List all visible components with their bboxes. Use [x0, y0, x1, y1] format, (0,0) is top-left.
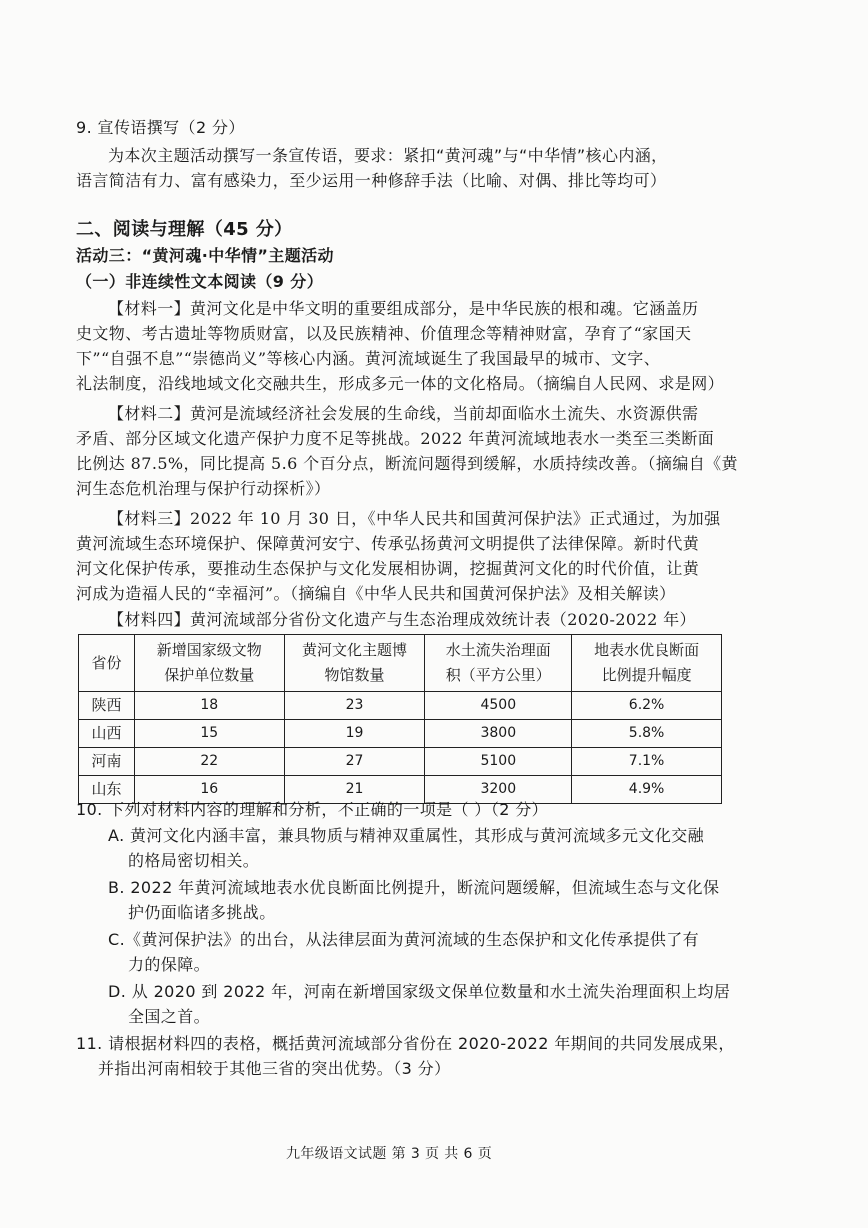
page-footer: 九年级语文试题 第 3 页 共 6 页 — [286, 1146, 493, 1162]
table-cell: 山东 — [79, 776, 135, 804]
table-cell: 陕西 — [79, 692, 135, 720]
material1-line: 下”“自强不息”“崇德尚义”等核心内涵。黄河流域诞生了我国最早的城市、文字、 — [76, 349, 661, 368]
material1-line: 【材料一】黄河文化是中华文明的重要组成部分，是中华民族的根和魂。它涵盖历 — [108, 299, 699, 318]
table-cell: 3200 — [425, 776, 572, 804]
table-cell: 27 — [284, 748, 425, 776]
table-cell: 4500 — [425, 692, 572, 720]
material3-line: 河文化保护传承，要推动生态保护与文化发展相协调，挖掘黄河文化的时代价值，让黄 — [76, 559, 700, 578]
q10-option-d: D. 从 2020 到 2022 年，河南在新增国家级文保单位数量和水土流失治理面积上均居 — [108, 982, 731, 1001]
section-heading: 二、阅读与理解（45 分） — [76, 219, 293, 240]
table-cell: 22 — [134, 748, 284, 776]
table-cell: 6.2% — [572, 692, 722, 720]
header-erosion-area: 水土流失治理面 积（平方公里） — [425, 635, 572, 692]
material3-line: 河成为造福人民的“幸福河”。（摘编自《中华人民共和国黄河保护法》及相关解读） — [76, 584, 676, 603]
q10-option-d-cont: 全国之首。 — [128, 1007, 211, 1026]
q9-text-line: 语言简洁有力、富有感染力，至少运用一种修辞手法（比喻、对偶、排比等均可） — [76, 171, 667, 190]
table-cell: 山西 — [79, 720, 135, 748]
material2-line: 河生态危机治理与保护行动探析》） — [76, 479, 331, 498]
q9-title: 9. 宣传语撰写（2 分） — [76, 118, 245, 137]
material1-line: 史文物、考古遗址等物质财富，以及民族精神、价值理念等精神财富，孕育了“家国天 — [76, 324, 692, 343]
q10-stem: 10. 下列对材料内容的理解和分析，不正确的一项是（ ）（2 分） — [76, 800, 549, 819]
q10-option-a: A. 黄河文化内涵丰富，兼具物质与精神双重属性，其形成与黄河流域多元文化交融 — [108, 826, 705, 845]
table-cell: 5100 — [425, 748, 572, 776]
table-cell: 18 — [134, 692, 284, 720]
material2-line: 矛盾、部分区域文化遗产保护力度不足等挑战。2022 年黄河流域地表水一类至三类断面 — [76, 429, 715, 448]
material3-line: 【材料三】2022 年 10 月 30 日，《中华人民共和国黄河保护法》正式通过，为加强 — [108, 509, 721, 528]
table-row — [79, 720, 722, 748]
table-cell: 3800 — [425, 720, 572, 748]
stats-table — [78, 634, 722, 804]
material4-caption: 【材料四】黄河流域部分省份文化遗产与生态治理成效统计表（2020-2022 年） — [108, 610, 696, 629]
table-row — [79, 748, 722, 776]
table-cell: 21 — [284, 776, 425, 804]
material3-line: 黄河流域生态环境保护、保障黄河安宁、传承弘扬黄河文明提供了法律保障。新时代黄 — [76, 534, 700, 553]
table-header-row — [79, 635, 722, 692]
q10-option-c: C.《黄河保护法》的出台，从法律层面为黄河流域的生态保护和文化传承提供了有 — [108, 930, 700, 949]
part-title: （一）非连续性文本阅读（9 分） — [76, 272, 324, 291]
table-cell: 19 — [284, 720, 425, 748]
table-cell: 16 — [134, 776, 284, 804]
q11-line: 11. 请根据材料四的表格，概括黄河流域部分省份在 2020-2022 年期间的共同发展成果， — [76, 1034, 735, 1053]
q9-text-line: 为本次主题活动撰写一条宣传语，要求：紧扣“黄河魂”与“中华情”核心内涵， — [108, 146, 668, 165]
q10-option-c-cont: 力的保障。 — [128, 955, 211, 974]
table-cell: 23 — [284, 692, 425, 720]
q11-line: 并指出河南相较于其他三省的突出优势。（3 分） — [98, 1059, 451, 1078]
header-province: 省份 — [79, 635, 135, 692]
table-cell: 15 — [134, 720, 284, 748]
table-row — [79, 692, 722, 720]
material1-line: 礼法制度，沿线地域文化交融共生，形成多元一体的文化格局。（摘编自人民网、求是网） — [76, 374, 725, 393]
header-new-protected-units: 新增国家级文物 保护单位数量 — [134, 635, 284, 692]
table-cell: 4.9% — [572, 776, 722, 804]
table-cell: 河南 — [79, 748, 135, 776]
material2-line: 比例达 87.5%，同比提高 5.6 个百分点，断流问题得到缓解，水质持续改善。（摘编自《黄 — [76, 454, 738, 473]
q10-option-b-cont: 护仍面临诸多挑战。 — [128, 903, 276, 922]
q10-option-b: B. 2022 年黄河流域地表水优良断面比例提升，断流问题缓解，但流域生态与文化保 — [108, 878, 720, 897]
table-cell: 5.8% — [572, 720, 722, 748]
header-water-quality: 地表水优良断面 比例提升幅度 — [572, 635, 722, 692]
table-cell: 7.1% — [572, 748, 722, 776]
q10-option-a-cont: 的格局密切相关。 — [128, 851, 260, 870]
header-museums: 黄河文化主题博 物馆数量 — [284, 635, 425, 692]
material2-line: 【材料二】黄河是流域经济社会发展的生命线，当前却面临水土流失、水资源供需 — [108, 404, 699, 423]
activity-title: 活动三：“黄河魂·中华情”主题活动 — [76, 246, 334, 265]
